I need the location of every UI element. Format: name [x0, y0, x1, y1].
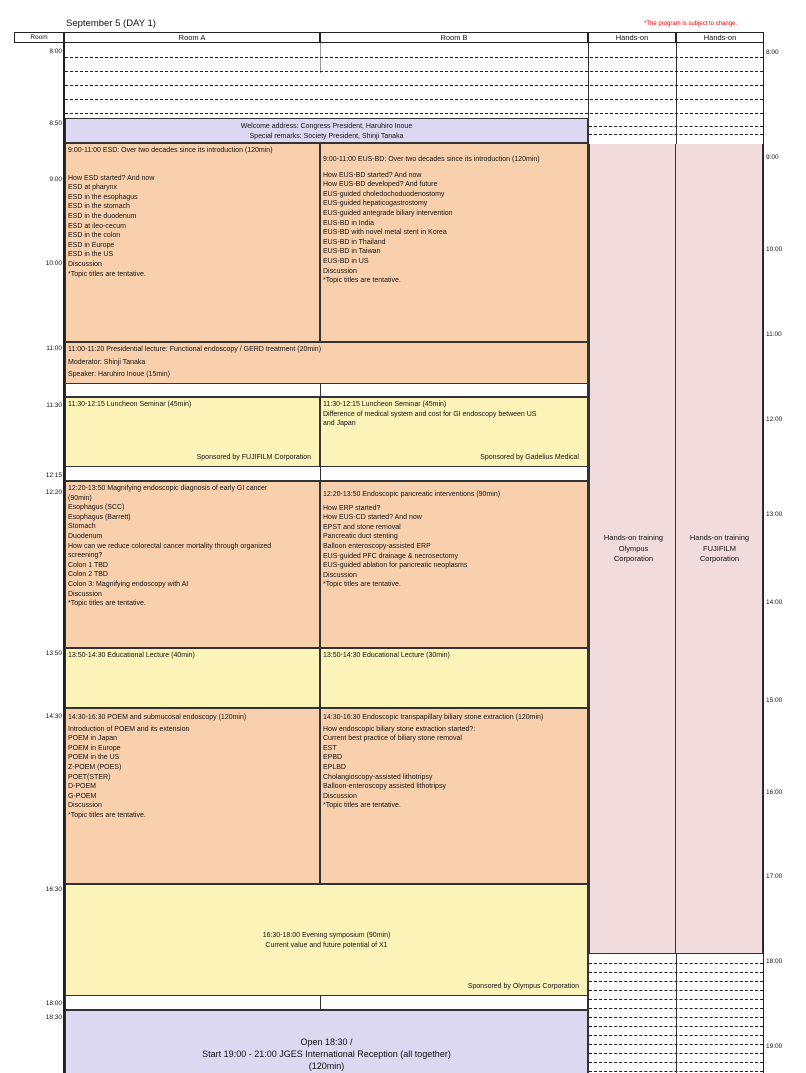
- mag-item: Esophagus (Barrett): [68, 513, 131, 521]
- empty-slot-rows: [65, 43, 763, 118]
- stone-item: *Topic titles are tentative.: [323, 802, 401, 810]
- luncheon-a-title: 11:30-12:15 Luncheon Seminar (45min): [68, 401, 192, 408]
- stone-item: EPLBD: [323, 763, 346, 771]
- hands-on-evening-empty-rows: [589, 954, 763, 1073]
- stone-item: How endoscopic biliary stone extraction started?:: [323, 725, 476, 733]
- esd-item: ESD at ileo-cecum: [68, 222, 126, 230]
- hands-on-2-line-1: Hands-on training: [689, 533, 750, 542]
- luncheon-seminar-a: [65, 397, 320, 467]
- mag-item: Colon 1 TBD: [68, 561, 108, 569]
- mag-item: Discussion: [68, 590, 102, 598]
- luncheon-b-title: 11:30-12:15 Luncheon Seminar (45min): [323, 401, 447, 408]
- esd-item: ESD in Europe: [68, 241, 115, 249]
- time-left-0800: 8:00: [49, 48, 62, 55]
- time-right-1700: 17:00: [766, 873, 783, 880]
- evening-sponsor: Sponsored by Olympus Corporation: [467, 983, 579, 991]
- luncheon-b-sponsor: Sponsored by Gadelius Medical: [480, 454, 579, 462]
- eus-item: How EUS-BD developed? And future: [323, 181, 438, 189]
- hands-on-1-line-2: Olympus: [618, 543, 649, 553]
- time-left-1430: 14:30: [45, 713, 62, 720]
- welcome-line-2: Special remarks: Society President, Shinji Tanaka: [249, 132, 404, 140]
- reception-line-1: Open 18:30 /: [300, 1037, 353, 1047]
- welcome-address-block: [65, 118, 588, 143]
- panc-item: EUS-guided PFC drainage & necrosectomy: [323, 552, 459, 560]
- esd-session-block: [65, 143, 320, 342]
- hands-on-1-line-3: Corporation: [613, 554, 654, 563]
- stone-item: Balloon-enteroscopy assisted lithotripsy: [323, 783, 446, 791]
- evening-symposium-block: [65, 884, 588, 996]
- time-right-1000: 10:00: [766, 246, 783, 253]
- eus-bd-session-block: [320, 143, 588, 342]
- panc-item: *Topic titles are tentative.: [323, 581, 401, 589]
- hands-on-2-line-2: FUJIFILM: [703, 543, 736, 553]
- time-right-1400: 14:00: [766, 599, 783, 606]
- time-right-1100: 11:00: [766, 331, 782, 338]
- reception-line-3: (120min): [308, 1061, 345, 1071]
- gap-row-1800: [65, 996, 588, 1010]
- presidential-speaker: Speaker: Haruhiro Inoue (15min): [68, 371, 170, 379]
- time-left-1350: 13:50: [45, 650, 62, 657]
- gap-divider-1215: [320, 467, 321, 481]
- eus-title: 9:00-11:00 EUS-BD: Over two decades since its introduction (120min): [323, 156, 540, 163]
- gap-row-1215: [65, 467, 588, 481]
- pancreatic-interventions-session: [320, 481, 588, 648]
- poem-item: POEM in Japan: [68, 735, 118, 743]
- eus-item: EUS-BD with novel metal stent in Korea: [323, 229, 447, 237]
- eus-item: EUS-guided choledochoduodenostomy: [323, 190, 445, 198]
- time-left-1630: 16:30: [45, 886, 62, 893]
- poem-session-block: [65, 708, 320, 884]
- time-left-1100: 11:00: [46, 345, 62, 352]
- time-right-1500: 15:00: [766, 697, 783, 704]
- evening-subtitle: Current value and future potential of X1: [265, 941, 388, 949]
- eus-item: EUS-BD in US: [323, 257, 369, 265]
- grid-right-border: [763, 43, 764, 1073]
- presidential-title: 11:00-11:20 Presidential lecture: Functional endoscopy / GERD treatment (20min): [68, 346, 322, 353]
- hands-on-empty-rows: [589, 118, 763, 144]
- esd-item: ESD in the US: [68, 251, 114, 259]
- time-right-1800: 18:00: [766, 958, 783, 965]
- eus-item: EUS-guided hepaticogastrostomy: [323, 200, 428, 208]
- stone-item: EST: [323, 744, 337, 752]
- mag-item: Stomach: [68, 523, 96, 531]
- time-left-1830: 18:30: [45, 1014, 62, 1021]
- mag-item: *Topic titles are tentative.: [68, 600, 146, 608]
- panc-item: Balloon enteroscopy-assisted ERP: [323, 542, 431, 550]
- educational-lecture-b: [320, 648, 588, 708]
- eus-item: EUS-BD in Taiwan: [323, 248, 381, 256]
- hands-on-olympus-block: [589, 144, 676, 954]
- mag-title-2: (90min): [68, 494, 92, 502]
- mag-item: Colon 2 TBD: [68, 571, 108, 579]
- luncheon-seminar-b: [320, 397, 588, 467]
- presidential-lecture-block: [65, 342, 588, 384]
- poem-item: D-POEM: [68, 783, 96, 791]
- poem-item: G-POEM: [68, 792, 97, 800]
- time-right-0900: 9:00: [766, 154, 779, 161]
- hands-on-fujifilm-block: [676, 144, 763, 954]
- luncheon-b-topic-2: and Japan: [323, 420, 356, 428]
- reception-line-2: Start 19:00 - 21:00 JGES International Reception (all together): [202, 1049, 451, 1059]
- esd-item: ESD in the esophagus: [68, 193, 138, 201]
- esd-title: 9:00-11:00 ESD: Over two decades since its introduction (120min): [68, 147, 273, 154]
- time-right-1600: 16:00: [766, 789, 783, 796]
- esd-item: ESD in the stomach: [68, 203, 130, 211]
- page-title: September 5 (DAY 1): [66, 18, 156, 29]
- time-left-1800: 18:00: [45, 1000, 62, 1007]
- time-left-0850: 8:50: [49, 120, 62, 127]
- eus-item: Discussion: [323, 267, 357, 275]
- header-room: Room: [14, 32, 64, 43]
- time-right-1300: 13:00: [766, 511, 783, 518]
- panc-title: 12:20-13:50 Endoscopic pancreatic interventions (90min): [323, 491, 501, 498]
- international-reception-block: [65, 1010, 588, 1073]
- panc-item: How EUS-CD started? And now: [323, 514, 422, 522]
- mag-item: Esophagus (SCC): [68, 504, 125, 512]
- time-left-0900: 9:00: [49, 176, 62, 183]
- eus-item: How EUS-BD started? And now: [323, 171, 422, 179]
- poem-item: Z-POEM (POES): [68, 763, 122, 771]
- poem-item: POEM in the US: [68, 754, 120, 762]
- eus-item: EUS-guided antegrade biliary intervention: [323, 209, 453, 217]
- poem-item: POET(STER): [68, 773, 111, 781]
- header-room-b: Room B: [320, 32, 588, 43]
- panc-item: EUS-guided ablation for pancreatic neoplasms: [323, 562, 468, 570]
- mag-item: screening?: [68, 552, 103, 560]
- hands-on-2-line-3: Corporation: [699, 554, 740, 563]
- magnifying-endoscopy-session: [65, 481, 320, 648]
- panc-item: How ERP started?: [323, 504, 381, 512]
- luncheon-b-topic-1: Difference of medical system and cost for GI endoscopy between US: [323, 410, 537, 418]
- edu-a-title: 13:50-14:30 Educational Lecture (40min): [68, 652, 195, 659]
- panc-item: Discussion: [323, 571, 357, 579]
- mag-item: How can we reduce colorectal cancer mortality through organized: [68, 542, 272, 550]
- header-room-a: Room A: [64, 32, 320, 43]
- stone-item: Discussion: [323, 792, 357, 800]
- header-hands-on-1: Hands-on: [588, 32, 676, 43]
- stone-item: EPBD: [323, 754, 343, 762]
- educational-lecture-a: [65, 648, 320, 708]
- time-left-1215: 12:15: [45, 472, 62, 479]
- eus-item: EUS-BD in Thailand: [323, 238, 386, 246]
- poem-item: POEM in Europe: [68, 744, 121, 752]
- presidential-moderator: Moderator: Shinji Tanaka: [68, 358, 146, 366]
- esd-item: ESD in the duodenum: [68, 212, 137, 220]
- edu-b-title: 13:50-14:30 Educational Lecture (30min): [323, 652, 450, 659]
- esd-item: ESD at pharynx: [68, 184, 118, 192]
- stone-item: Current best practice of biliary stone removal: [323, 735, 462, 743]
- mag-item: Colon 3: Magnifying endoscopy with AI: [68, 580, 189, 588]
- gap-divider: [320, 384, 321, 397]
- evening-title: 16:30-18:00 Evening symposium (90min): [262, 932, 391, 939]
- poem-item: Introduction of POEM and its extension: [68, 725, 190, 733]
- time-left-1130: 11:30: [46, 402, 62, 409]
- time-left-1000: 10:00: [45, 260, 62, 267]
- poem-title: 14:30-16:30 POEM and submucosal endoscopy (120min): [68, 714, 247, 721]
- esd-item: *Topic titles are tentative.: [68, 270, 146, 278]
- gap-row: [65, 384, 588, 397]
- program-notice: *The program is subject to change.: [644, 21, 738, 27]
- stone-item: Cholangioscopy-assisted lithotripsy: [323, 773, 433, 781]
- panc-item: EPST and stone removal: [323, 523, 401, 531]
- esd-item: ESD in the colon: [68, 232, 121, 240]
- panc-item: Pancreatic duct stenting: [323, 533, 398, 541]
- time-left-1220: 12:20: [45, 489, 62, 496]
- time-right-1200: 12:00: [766, 416, 783, 423]
- poem-item: Discussion: [68, 802, 102, 810]
- eus-item: *Topic titles are tentative.: [323, 277, 401, 285]
- time-right-1900: 19:00: [766, 1043, 783, 1050]
- time-right-0800: 8:00: [766, 49, 779, 56]
- esd-item: Discussion: [68, 260, 102, 268]
- hands-on-1-line-1: Hands-on training: [603, 533, 664, 542]
- luncheon-a-sponsor: Sponsored by FUJIFILM Corporation: [196, 454, 311, 462]
- mag-title-1: 12:20-13:50 Magnifying endoscopic diagnosis of early GI cancer: [68, 485, 268, 492]
- esd-item: How ESD started? And now: [68, 174, 155, 182]
- header-hands-on-2: Hands-on: [676, 32, 764, 43]
- stone-title: 14:30-16:30 Endoscopic transpapillary biliary stone extraction (120min): [323, 714, 544, 721]
- eus-item: EUS-BD in India: [323, 219, 374, 227]
- biliary-stone-extraction-session: [320, 708, 588, 884]
- gap-divider-1800: [320, 996, 321, 1010]
- welcome-line-1: Welcome address: Congress President, Haruhiro Inoue: [240, 123, 413, 130]
- poem-item: *Topic titles are tentative.: [68, 811, 146, 819]
- mag-item: Duodenum: [68, 532, 103, 540]
